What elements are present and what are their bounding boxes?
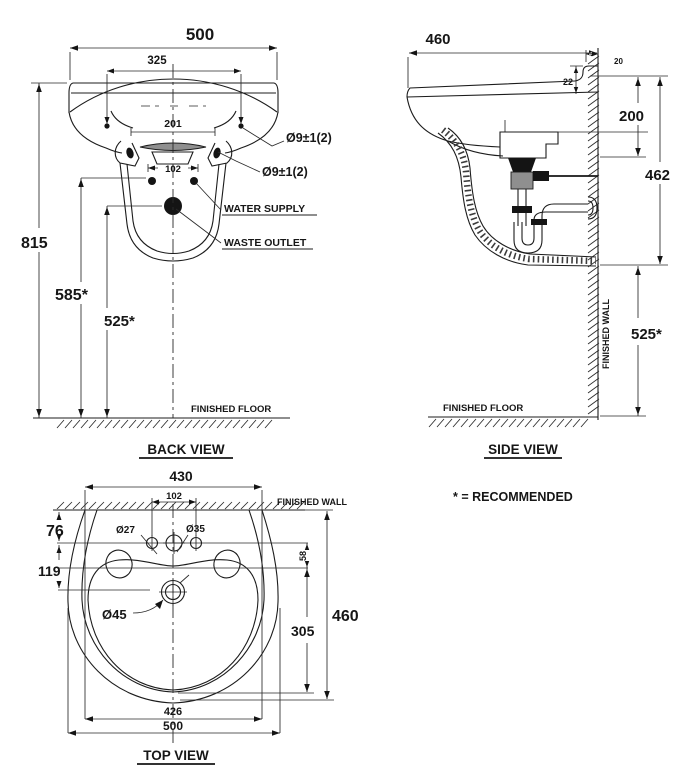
dim-bowl-depth: 305 — [291, 623, 315, 639]
waste-outlet-label: WASTE OUTLET — [224, 237, 307, 249]
rim-bolt-hole-right — [238, 123, 243, 128]
back-view-dimensions — [21, 25, 277, 418]
dim-wall-width: 430 — [169, 468, 193, 484]
overflow-recess-left — [102, 547, 135, 582]
dim-wall-gap: 20 — [614, 57, 623, 66]
dim-rim-to-waste: 462 — [645, 167, 671, 184]
finished-wall-label: FINISHED WALL — [277, 497, 347, 507]
drain-coupling — [511, 172, 533, 189]
wall-hatch — [588, 56, 599, 414]
dim-overall-width: 500 — [162, 719, 184, 733]
wall-hatch — [57, 502, 304, 509]
finished-wall-top — [53, 497, 347, 510]
overflow-recess-right — [210, 547, 243, 582]
dim-depth: 460 — [425, 31, 451, 48]
dim-supply-height: 585* — [55, 287, 88, 304]
top-view — [38, 468, 359, 764]
basin-back-outline — [69, 79, 278, 153]
dimension-arrows — [409, 50, 663, 415]
dim-rim-to-supply: 200 — [619, 108, 645, 125]
dim-total-depth: 460 — [332, 608, 359, 625]
dim-rim-step: 22 — [562, 77, 573, 87]
pipe-collar-2 — [531, 219, 547, 225]
center-hole-callout: Ø35 — [186, 524, 205, 535]
back-view — [21, 25, 332, 458]
dimension-arrows — [57, 484, 330, 736]
top-view-callouts — [102, 524, 205, 622]
drain-nut — [508, 158, 536, 172]
shroud-side — [438, 128, 596, 266]
mounting-lugs — [115, 141, 232, 166]
pipe-collar-1 — [512, 206, 532, 213]
lug-hole-left — [125, 147, 135, 159]
dim-bolt-spacing: 325 — [147, 55, 167, 67]
supply-valve — [533, 171, 549, 181]
water-supply-hole-left — [148, 177, 156, 185]
dim-wall-to-faucet: 76 — [46, 523, 64, 540]
dim-faucet-to-bowl: 58 — [298, 550, 308, 562]
side-view-title: SIDE VIEW — [488, 442, 558, 457]
finished-floor-label: FINISHED FLOOR — [443, 403, 524, 414]
dim-height: 815 — [21, 235, 48, 252]
recommended-note: * = RECOMMENDED — [453, 490, 573, 504]
dim-front-width: 426 — [163, 706, 183, 718]
dim-supply-spacing: 102 — [165, 164, 181, 175]
p-trap-plumbing — [500, 132, 648, 253]
finished-wall — [588, 48, 611, 420]
dim-overall-width: 500 — [185, 25, 215, 44]
hole-callout-top: Ø9±1(2) — [286, 131, 332, 145]
water-supply-label: WATER SUPPLY — [224, 203, 306, 215]
side-hole-callout: Ø27 — [116, 525, 135, 536]
drain-callout: Ø45 — [102, 607, 127, 622]
hole-callout-lug: Ø9±1(2) — [262, 165, 308, 179]
rim-bolt-hole-left — [104, 123, 109, 128]
dim-waste-height: 525* — [104, 313, 135, 330]
dim-faucet-spacing: 102 — [166, 491, 182, 502]
side-view — [407, 31, 670, 458]
finished-wall-label: FINISHED WALL — [601, 299, 611, 369]
dim-rim-inner: 201 — [164, 118, 182, 130]
back-view-floor — [33, 404, 290, 428]
top-view-dimensions — [38, 468, 359, 736]
back-view-title: BACK VIEW — [147, 442, 225, 457]
floor-hatch — [57, 420, 272, 428]
floor-hatch — [429, 419, 588, 427]
side-view-floor — [428, 403, 598, 427]
dim-waste-height: 525* — [631, 326, 662, 343]
dim-faucet-to-drain: 119 — [38, 563, 61, 579]
drain-top — [159, 575, 189, 606]
top-view-title: TOP VIEW — [143, 748, 209, 763]
finished-floor-label: FINISHED FLOOR — [191, 404, 272, 415]
